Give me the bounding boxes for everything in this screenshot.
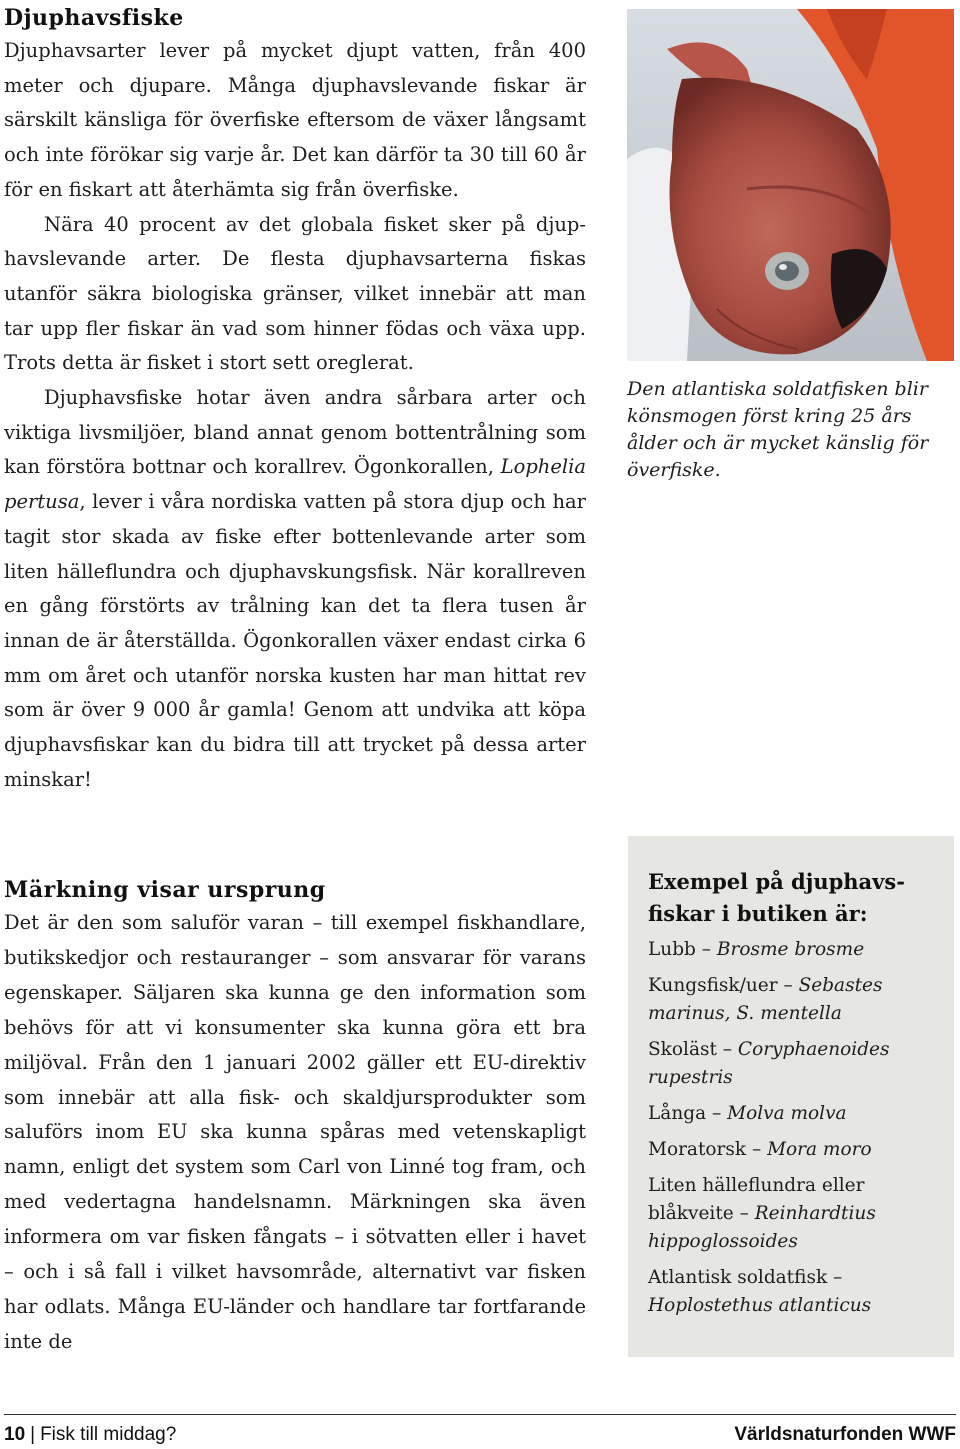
photo-caption: Den atlantiska soldatfisken blir könsmogen först kring 25 års ålder och är mycket känslig för överfiske.: [627, 378, 929, 481]
species-common-name: Atlantisk soldatfisk –: [648, 1267, 843, 1288]
fish-photo: [627, 9, 954, 361]
list-item: [648, 972, 940, 1028]
paragraph: Nära 40 procent av det globala fisket sker på djuphavslevande arter. De flesta djuphavsarterna fiskas utanför säkra biologiska gränser, vilket innebär att man tar upp fler fiskar än vad som hinner födas och växa upp. Trots detta är fisket i stort sett oreglerat.: [4, 212, 586, 375]
list-item: [648, 1264, 940, 1320]
publication-title: Fisk till middag?: [40, 1424, 177, 1445]
species-common-name: Skoläst –: [648, 1039, 738, 1060]
footer-separator: |: [30, 1424, 36, 1445]
species-latin-name: Reinhardtius hippoglossoides: [648, 1203, 876, 1252]
footer-page-info: [4, 1422, 176, 1448]
page-number: 10: [4, 1424, 26, 1445]
species-common-name: Långa –: [648, 1103, 728, 1124]
species-sidebar: [628, 836, 954, 1357]
species-latin-name: Brosme brosme: [716, 939, 865, 960]
sidebar-title: Exempel på djuphavsfiskar i butiken är:: [648, 869, 905, 926]
paragraph: [4, 381, 586, 797]
organization-name: Världsnaturfonden WWF: [734, 1424, 956, 1445]
list-item: [648, 1136, 940, 1164]
species-common-name: Liten hälleflundra eller blåkveite –: [648, 1175, 865, 1224]
species-name: Lophelia pertusa: [4, 455, 586, 514]
list-item: [648, 1172, 940, 1256]
species-latin-name: Mora moro: [767, 1139, 872, 1160]
paragraph-text: Djuphavsfiske hotar även andra sårbara arter och viktiga livsmiljöer, bland annat genom bottentrålning som kan förstöra bottnar och korallrev. Ögonkorallen,: [4, 386, 586, 479]
species-common-name: Lubb –: [648, 939, 717, 960]
orange-roughy-illustration: [627, 9, 954, 361]
species-common-name: Kungsfisk/uer –: [648, 975, 799, 996]
list-item: [648, 1100, 940, 1128]
list-item: [648, 936, 940, 964]
species-common-name: Moratorsk –: [648, 1139, 768, 1160]
paragraph-text: , lever i våra nordiska vatten på stora djup och har tagit stor skada av fiske efter bottenlevande arter som liten hälleflundra och djuphavskungsfisk. När korallreven en gång förstörts av trålning kan det ta flera tusen år innan de är återställda. Ögonkorallen växer endast cirka 6 mm om året och utanför norska kusten har man hittat rev som är över 9 000 år gamla! Genom att undvika att köpa djuphavsfiskar kan du bidra till att trycket på dessa arter minskar!: [4, 490, 586, 791]
paragraph: Djuphavsarter lever på mycket djupt vatten, från 400 meter och djupare. Många djuphavslevande fiskar är särskilt känsliga för överfiske eftersom de växer långsamt och inte förökar sig varje år. Det kan därför ta 30 till 60 år för en fiskart att återhämta sig från överfiske.: [4, 39, 586, 201]
species-list: [648, 936, 940, 1320]
section-deep-sea-fishing: [4, 0, 586, 797]
paragraph: Det är den som saluför varan – till exempel fiskhandlare, butikskedjor och restauranger – som ansvarar för varans egenskaper. Säljaren ska kunna ge den information som behövs för att vi konsumenter ska kunna göra ett bra miljöval. Från den 1 januari 2002 gäller ett EU-direktiv som innebär att alla fisk- och skaldjursprodukter som saluförs inom EU ska kunna spåras med vetenskapligt namn, enligt det system som Carl von Linné tog fram, och med vedertagna handelsnamn. Märkningen ska även informera om var fisken fångats – i sötvatten eller i havet – och i så fall i vilket havsområde, alternativt var fisken har odlats. Många EU-länder och handlare tar fortfarande inte de: [4, 911, 586, 1353]
section-labeling: [4, 874, 586, 1360]
species-latin-name: Sebastes marinus, S. mentella: [648, 975, 883, 1024]
section-heading: Märkning visar ursprung: [4, 877, 326, 903]
species-latin-name: Coryphaenoides rupestris: [648, 1039, 890, 1088]
species-latin-name: Molva molva: [727, 1103, 847, 1124]
species-latin-name: Hoplostethus atlanticus: [648, 1295, 872, 1316]
section-heading: Djuphavsfiske: [4, 5, 184, 31]
list-item: [648, 1036, 940, 1092]
footer-divider: [4, 1414, 956, 1415]
